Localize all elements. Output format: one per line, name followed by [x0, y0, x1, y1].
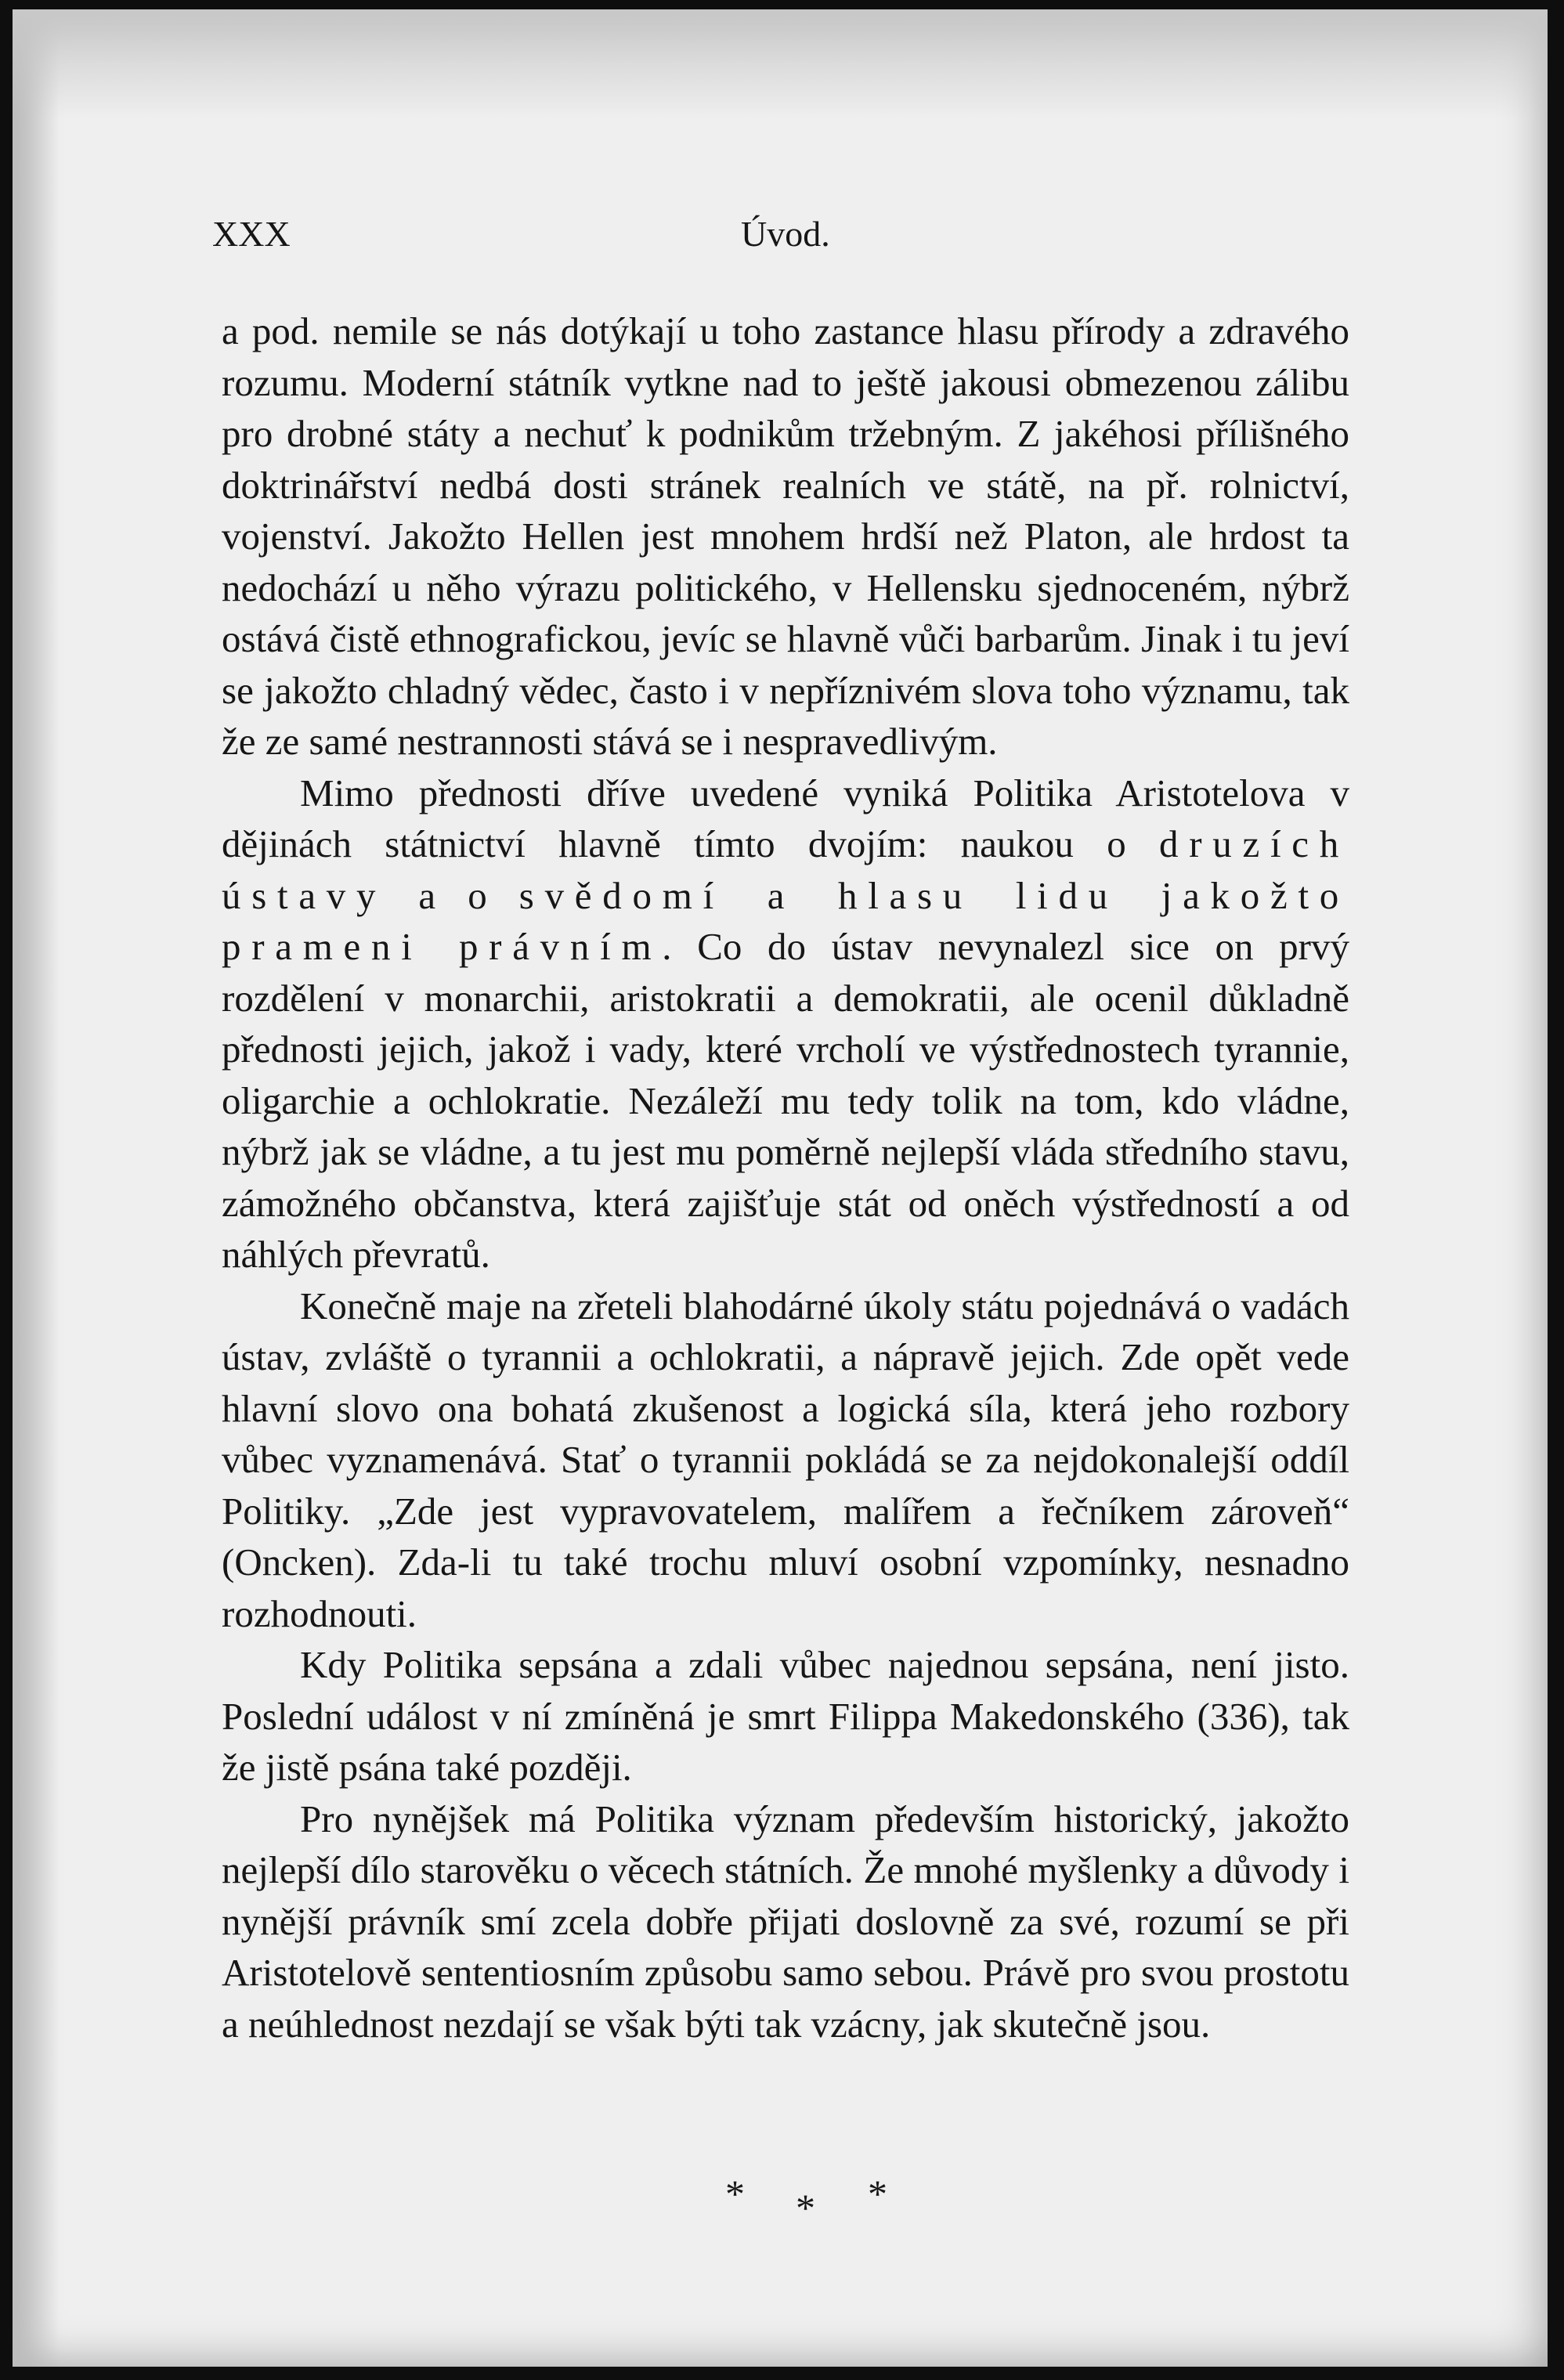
- spaced-emphasis: svědomí a hlasu lidu jakožto prameni právním: [222, 873, 1349, 968]
- ornament-star: *: [796, 2186, 815, 2230]
- ornament-star: *: [868, 2172, 887, 2216]
- text-run: Mimo přednosti dříve uvedené vyniká Politika Aristotelova v dějinách státnictví hlavně tímto dvojím: naukou o: [222, 771, 1349, 865]
- paragraph: Konečně maje na zřeteli blahodárné úkoly státu pojednává o vadách ústav, zvláště o tyrannii a ochlokratii, a nápravě jejich. Zde opět vede hlavní slovo ona bohatá zkušenost a logická síla, která jeho rozbory vůbec vyznamenává. Stať o tyrannii pokládá se za nejdokonalejší oddíl Politiky. „Zde jest vypravovatelem, malířem a řečníkem zároveň“ (Oncken). Zda-li tu také trochu mluví osobní vzpomínky, nesnadno rozhodnouti.: [222, 1284, 1349, 1635]
- text-run: a o: [418, 873, 487, 917]
- paragraph: a pod. nemile se nás dotýkají u toho zastance hlasu přírody a zdravého rozumu. Moderní státník vytkne nad to ještě jakousi obmezenou zálibu pro drobné státy a nechuť k podnikům tržebným. Z jakéhosi přílišného doktrinářství nedbá dosti stránek realních ve státě, na př. rolnictví, vojenství. Jakožto Hellen jest mnohem hrdší než Platon, ale hrdost ta nedochází u něho výrazu politického, v Hellensku sjednoceném, nýbrž ostává čistě ethnografickou, jevíc se hlavně vůči barbarům. Jinak i tu jeví se jakožto chladný vědec, často i v nepříznivém slova toho významu, tak že ze samé nestrannosti stává se i nespravedlivým.: [222, 309, 1349, 763]
- paragraph: Pro nynějšek má Politika význam především historický, jakožto nejlepší dílo starověku o věcech státních. Že mnohé myšlenky a důvody i nynější právník smí zcela dobře přijati doslovně za své, rozumí se při Aristotelově sententiosním způsobu samo sebou. Právě pro svou prostotu a neúhlednost nezdají se však býti tak vzácny, jak skutečně jsou.: [222, 1797, 1349, 2046]
- page-top-shadow: [13, 9, 1548, 119]
- asterism-ornament: [694, 2171, 898, 2241]
- paragraph: [222, 767, 1349, 1280]
- running-title: Úvod.: [741, 214, 830, 254]
- ornament-star: *: [725, 2172, 745, 2216]
- text-run: . Co do ústav nevynalezl sice on prvý rozdělení v monarchii, aristokratii a demokratii, ale ocenil důkladně přednosti jejich, jakož i vady, které vrcholí ve výstřednostech tyrannie, oligarchie a ochlokratie. Nezáleží mu tedy tolik na tom, kdo vládne, nýbrž jak se vládne, a tu jest mu poměrně nejlepší vláda středního stavu, zámožného občanstva, která zajišťuje stát od oněch výstředností a od náhlých převratů.: [222, 925, 1349, 1276]
- spaced-emphasis: druzích ústavy: [222, 822, 1349, 917]
- body-text: [222, 305, 1349, 2050]
- book-page: [13, 9, 1548, 2367]
- running-header: [212, 213, 839, 260]
- page-number: XXX: [212, 214, 291, 254]
- paragraph: Kdy Politika sepsána a zdali vůbec najednou sepsána, není jisto. Poslední událost v ní zmíněná je smrt Filippa Makedonského (336), tak že jistě psána také později.: [222, 1643, 1349, 1789]
- page-edge-shadow: [13, 9, 60, 2367]
